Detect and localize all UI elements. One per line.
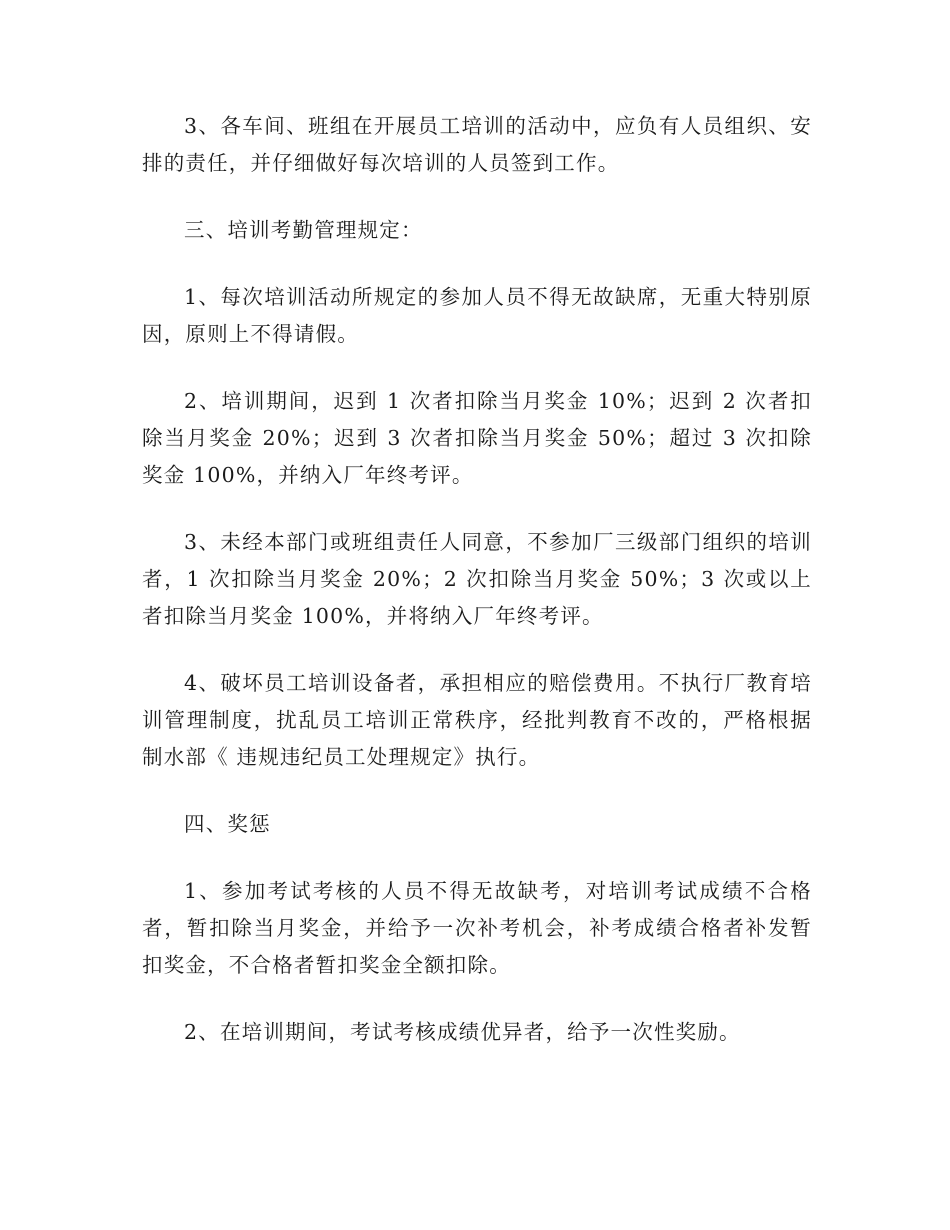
paragraph-equipment-damage: 4、破坏员工培训设备者，承担相应的赔偿费用。不执行厂教育培训管理制度，扰乱员工培训正常秩序，经批判教育不改的，严格根据制水部《 违规违纪员工处理规定》执行。: [142, 671, 812, 769]
paragraph-workshop-responsibility: 3、各车间、班组在开展员工培训的活动中，应负有人员组织、安排的责任，并仔细做好每次培训的人员签到工作。: [142, 114, 812, 175]
paragraph-lateness-penalty: 2、培训期间，迟到 1 次者扣除当月奖金 10%；迟到 2 次者扣除当月奖金 20%；迟到 3 次者扣除当月奖金 50%；超过 3 次扣除奖金 100%，并纳入厂年终考评。: [142, 389, 812, 487]
paragraph-unapproved-absence: 3、未经本部门或班组责任人同意，不参加厂三级部门组织的培训者，1 次扣除当月奖金 20%；2 次扣除当月奖金 50%；3 次或以上者扣除当月奖金 100%，并将纳入厂年终考评。: [142, 530, 812, 628]
document-body: [142, 108, 812, 1051]
paragraph-no-absence: 1、每次培训活动所规定的参加人员不得无故缺席，无重大特别原因，原则上不得请假。: [142, 285, 812, 346]
section-heading-rewards: 四、奖惩: [184, 812, 271, 836]
paragraph-excellence-reward: 2、在培训期间，考试考核成绩优异者，给予一次性奖励。: [184, 1020, 741, 1044]
paragraph-exam-absence: 1、参加考试考核的人员不得无故缺考，对培训考试成绩不合格者，暂扣除当月奖金，并给予一次补考机会，补考成绩合格者补发暂扣奖金，不合格者暂扣奖金全额扣除。: [142, 879, 812, 977]
section-heading-attendance: 三、培训考勤管理规定：: [184, 218, 423, 242]
